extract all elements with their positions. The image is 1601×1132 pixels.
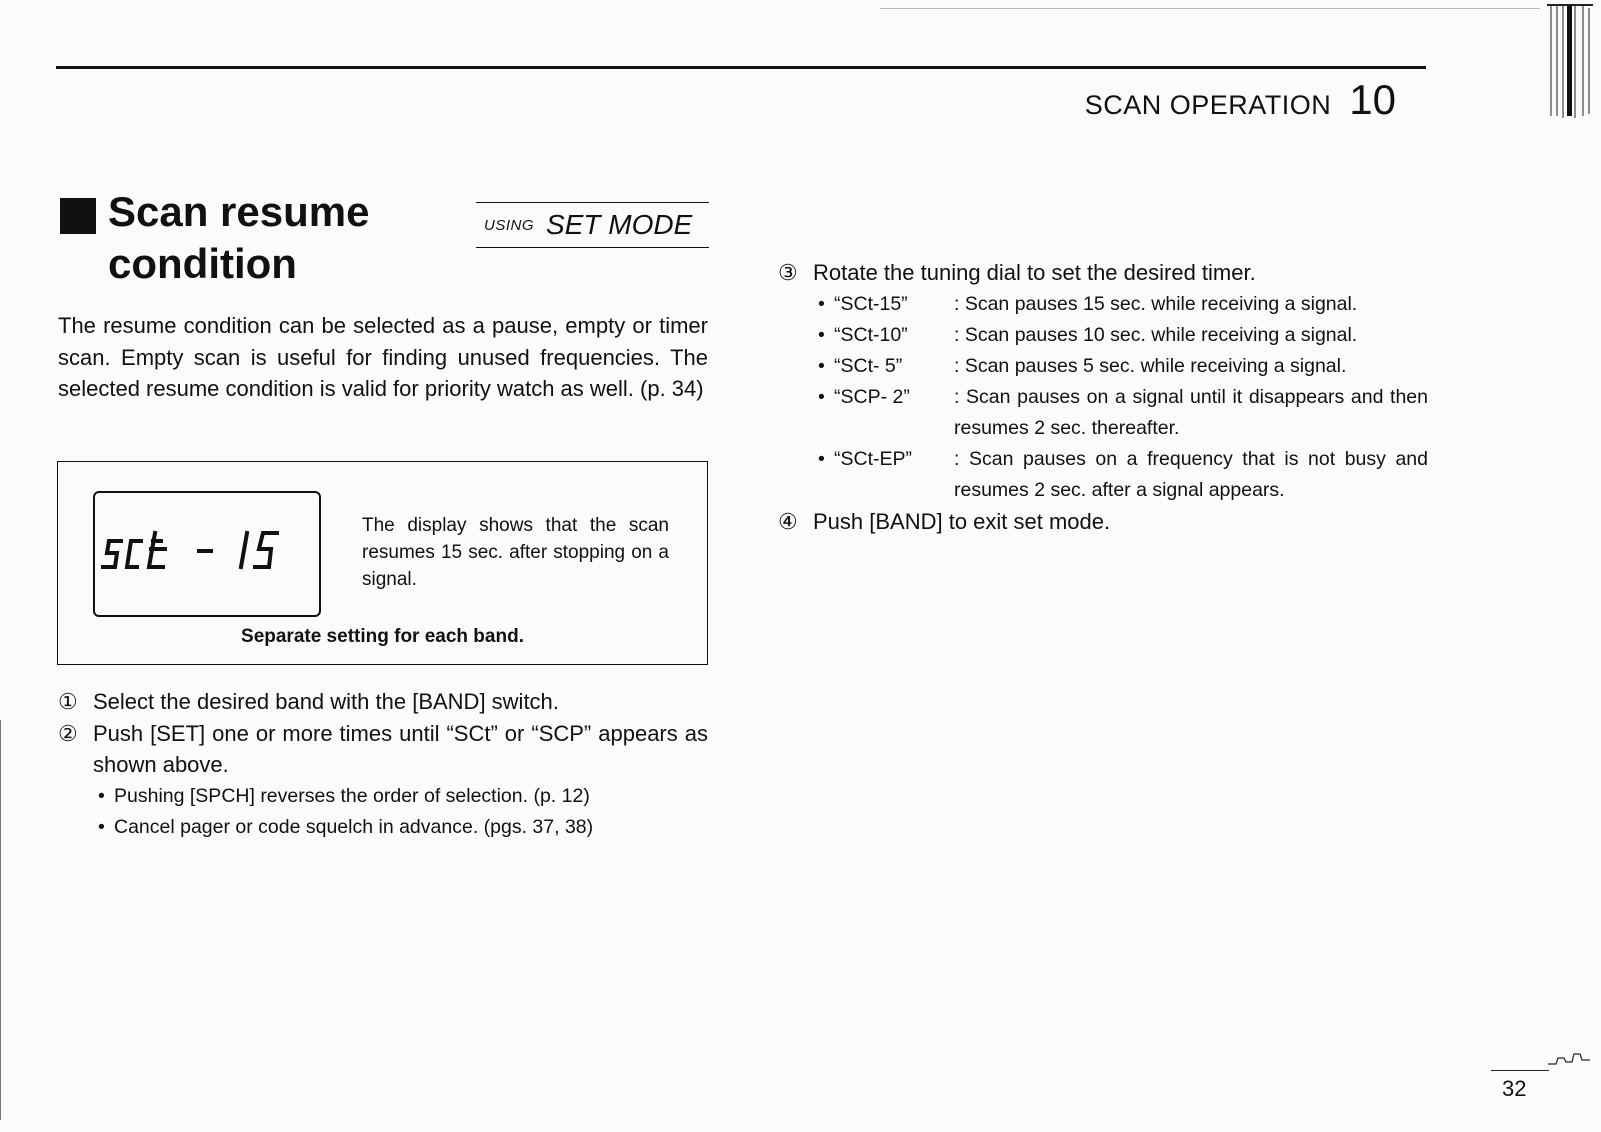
step-1-marker: ① [58, 689, 78, 714]
step-2-bullets [58, 781, 708, 844]
steps-right-column [778, 257, 1428, 537]
step-3 [778, 257, 1428, 289]
intro-paragraph: The resume condition can be selected as a pause, empty or timer scan. Empty scan is useful for finding unused frequencies. The selected resume condition is valid for priority watch as well. (p. 34) [58, 313, 708, 401]
step-2 [58, 718, 708, 781]
list-item [818, 320, 1428, 351]
timer-code: “SCt-EP” [834, 447, 912, 470]
list-item [818, 289, 1428, 320]
bullet-dot: • [818, 354, 825, 377]
list-item [98, 812, 708, 844]
timer-description: : Scan pauses 15 sec. while receiving a signal. [954, 292, 1358, 315]
header-rule [56, 66, 1426, 69]
timer-code: “SCt-15” [834, 292, 908, 315]
binding-edge-line [0, 720, 1, 1120]
bullet-dot: • [818, 385, 825, 408]
timer-options [778, 289, 1428, 506]
bullet-dot: • [818, 447, 825, 470]
step-1 [58, 686, 708, 718]
bullet-dot: • [98, 816, 105, 838]
top-thin-rule [880, 8, 1540, 9]
bullet-text: Cancel pager or code squelch in advance. (pgs. 37, 38) [114, 816, 594, 838]
section-heading [60, 186, 438, 290]
step-3-text: Rotate the tuning dial to set the desired timer. [813, 260, 1256, 285]
timer-code: “SCP- 2” [834, 385, 910, 408]
chapter-number: 10 [1349, 76, 1396, 123]
list-item [818, 351, 1428, 382]
page-corner-squiggle-icon [1548, 1048, 1592, 1070]
list-item [818, 444, 1428, 506]
figure-note: Separate setting for each band. [241, 626, 524, 647]
timer-description: : Scan pauses 5 sec. while receiving a signal. [954, 354, 1347, 377]
timer-description: : Scan pauses on a frequency that is not busy and resumes 2 sec. after a signal appears. [954, 447, 1428, 501]
step-1-text: Select the desired band with the [BAND] switch. [93, 689, 559, 714]
timer-description: : Scan pauses 10 sec. while receiving a signal. [954, 323, 1358, 346]
lcd-segment-readout [95, 493, 319, 615]
bullet-text: Pushing [SPCH] reverses the order of selection. (p. 12) [114, 784, 590, 807]
mode-tag-set-mode: SET MODE [546, 209, 693, 240]
chapter-title: SCAN OPERATION [1084, 90, 1332, 120]
heading-square-marker [60, 198, 96, 234]
step-2-marker: ② [58, 720, 78, 746]
list-item [818, 382, 1428, 444]
step-3-marker: ③ [778, 260, 798, 285]
figure-caption: The display shows that the scan resumes 15 sec. after stopping on a signal. [362, 515, 669, 590]
steps-left-column [58, 686, 708, 844]
display-figure [57, 461, 708, 665]
section-title: Scan resume condition [108, 188, 370, 287]
list-item [98, 781, 708, 813]
mode-tag-using: USING [484, 216, 535, 234]
timer-code: “SCt- 5” [834, 354, 903, 377]
step-4-marker: ④ [778, 508, 798, 534]
timer-description: : Scan pauses on a signal until it disappears and then resumes 2 sec. thereafter. [954, 385, 1428, 439]
thumb-index-marks [1547, 0, 1593, 120]
bullet-dot: • [818, 323, 825, 346]
page-number: 32 [1502, 1076, 1527, 1101]
timer-code: “SCt-10” [834, 323, 908, 346]
step-4-text: Push [BAND] to exit set mode. [813, 508, 1111, 534]
step-4 [778, 506, 1428, 538]
page-number-rule [1491, 1070, 1549, 1071]
bullet-dot: • [98, 784, 105, 807]
bullet-dot: • [818, 292, 825, 315]
chapter-header [1085, 76, 1396, 124]
lcd-display [93, 491, 321, 617]
mode-tag [476, 202, 709, 248]
step-2-text: Push [SET] one or more times until “SCt” or “SCP” appears as shown above. [93, 720, 708, 777]
